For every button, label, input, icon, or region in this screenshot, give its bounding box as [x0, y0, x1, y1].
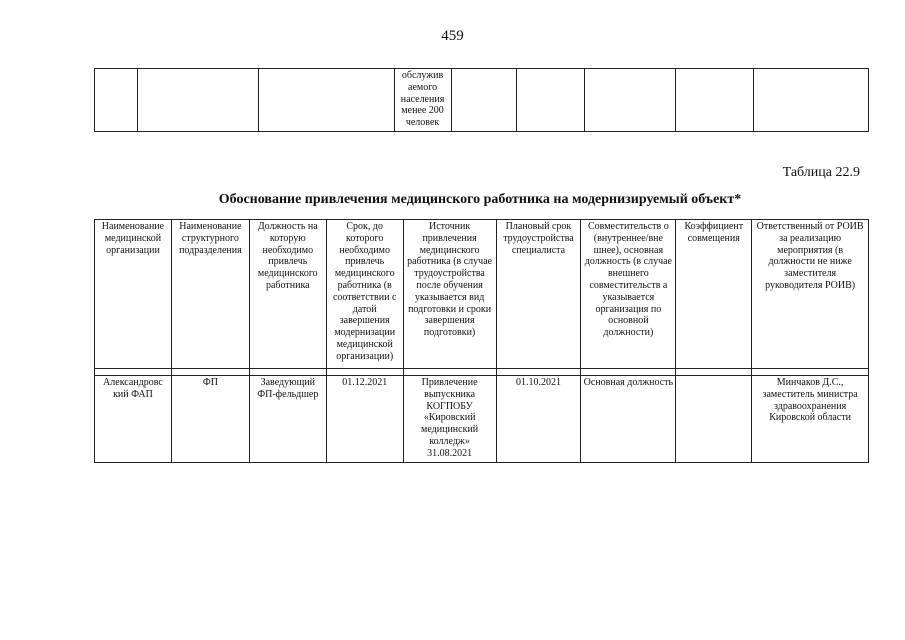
table-cell: [451, 69, 517, 132]
column-header: Ответственный от РОИВ за реализацию мероприятия (в должности не ниже заместителя руководителя РОИВ): [752, 220, 869, 369]
table-cell: Привлечение выпускника КОГПОБУ «Кировский медицинский колледж» 31.08.2021: [403, 376, 496, 463]
column-header: Наименование медицинской организации: [95, 220, 172, 369]
table-cell: ФП: [171, 376, 249, 463]
column-header: Плановый срок трудоустройства специалиста: [496, 220, 581, 369]
table-cell: [754, 69, 869, 132]
table-row: [95, 376, 869, 463]
table-cell: обслужив аемого населения менее 200 человек: [394, 69, 451, 132]
spacer-cell: [171, 369, 249, 376]
table-cell: [95, 69, 138, 132]
table-cell: Минчаков Д.С., заместитель министра здравоохранения Кировской области: [752, 376, 869, 463]
spacer-cell: [496, 369, 581, 376]
table-cell: Заведующий ФП-фельдшер: [249, 376, 326, 463]
spacer-cell: [752, 369, 869, 376]
justification-table: [94, 219, 869, 463]
table-cell: [517, 69, 585, 132]
spacer-cell: [326, 369, 403, 376]
spacer-cell: [95, 369, 172, 376]
table-cell: Александровс кий ФАП: [95, 376, 172, 463]
spacer-cell: [581, 369, 676, 376]
table-header-row: [95, 220, 869, 369]
table-cell: [585, 69, 676, 132]
column-header: Источник привлечения медицинского работника (в случае трудоустройства после обучения указывается вид подготовки и сроки завершения подготовки): [403, 220, 496, 369]
table-heading: Обоснование привлечения медицинского работника на модернизируемый объект*: [218, 192, 742, 207]
table-cell: [258, 69, 394, 132]
table-cell: [137, 69, 258, 132]
spacer-cell: [249, 369, 326, 376]
table-caption: Таблица 22.9: [782, 165, 860, 180]
column-header: Срок, до которого необходимо привлечь медицинского работника (в соответствии с датой завершения модернизации медицинской организации): [326, 220, 403, 369]
spacer-cell: [676, 369, 752, 376]
table-cell: 01.12.2021: [326, 376, 403, 463]
spacer-cell: [403, 369, 496, 376]
table-cell: 01.10.2021: [496, 376, 581, 463]
table-row: [95, 69, 869, 132]
table-spacer-row: [95, 369, 869, 376]
table-cell: [676, 69, 754, 132]
column-header: Наименование структурного подразделения: [171, 220, 249, 369]
column-header: Совместительств о (внутреннее/вне шнее), основная должность (в случае внешнего совместительств а указывается организация по основной должности): [581, 220, 676, 369]
table-cell: Основная должность: [581, 376, 676, 463]
table-cell: [676, 376, 752, 463]
column-header: Коэффициент совмещения: [676, 220, 752, 369]
column-header: Должность на которую необходимо привлечь медицинского работника: [249, 220, 326, 369]
continuation-table: [94, 68, 869, 132]
page-number: 459: [441, 28, 464, 44]
